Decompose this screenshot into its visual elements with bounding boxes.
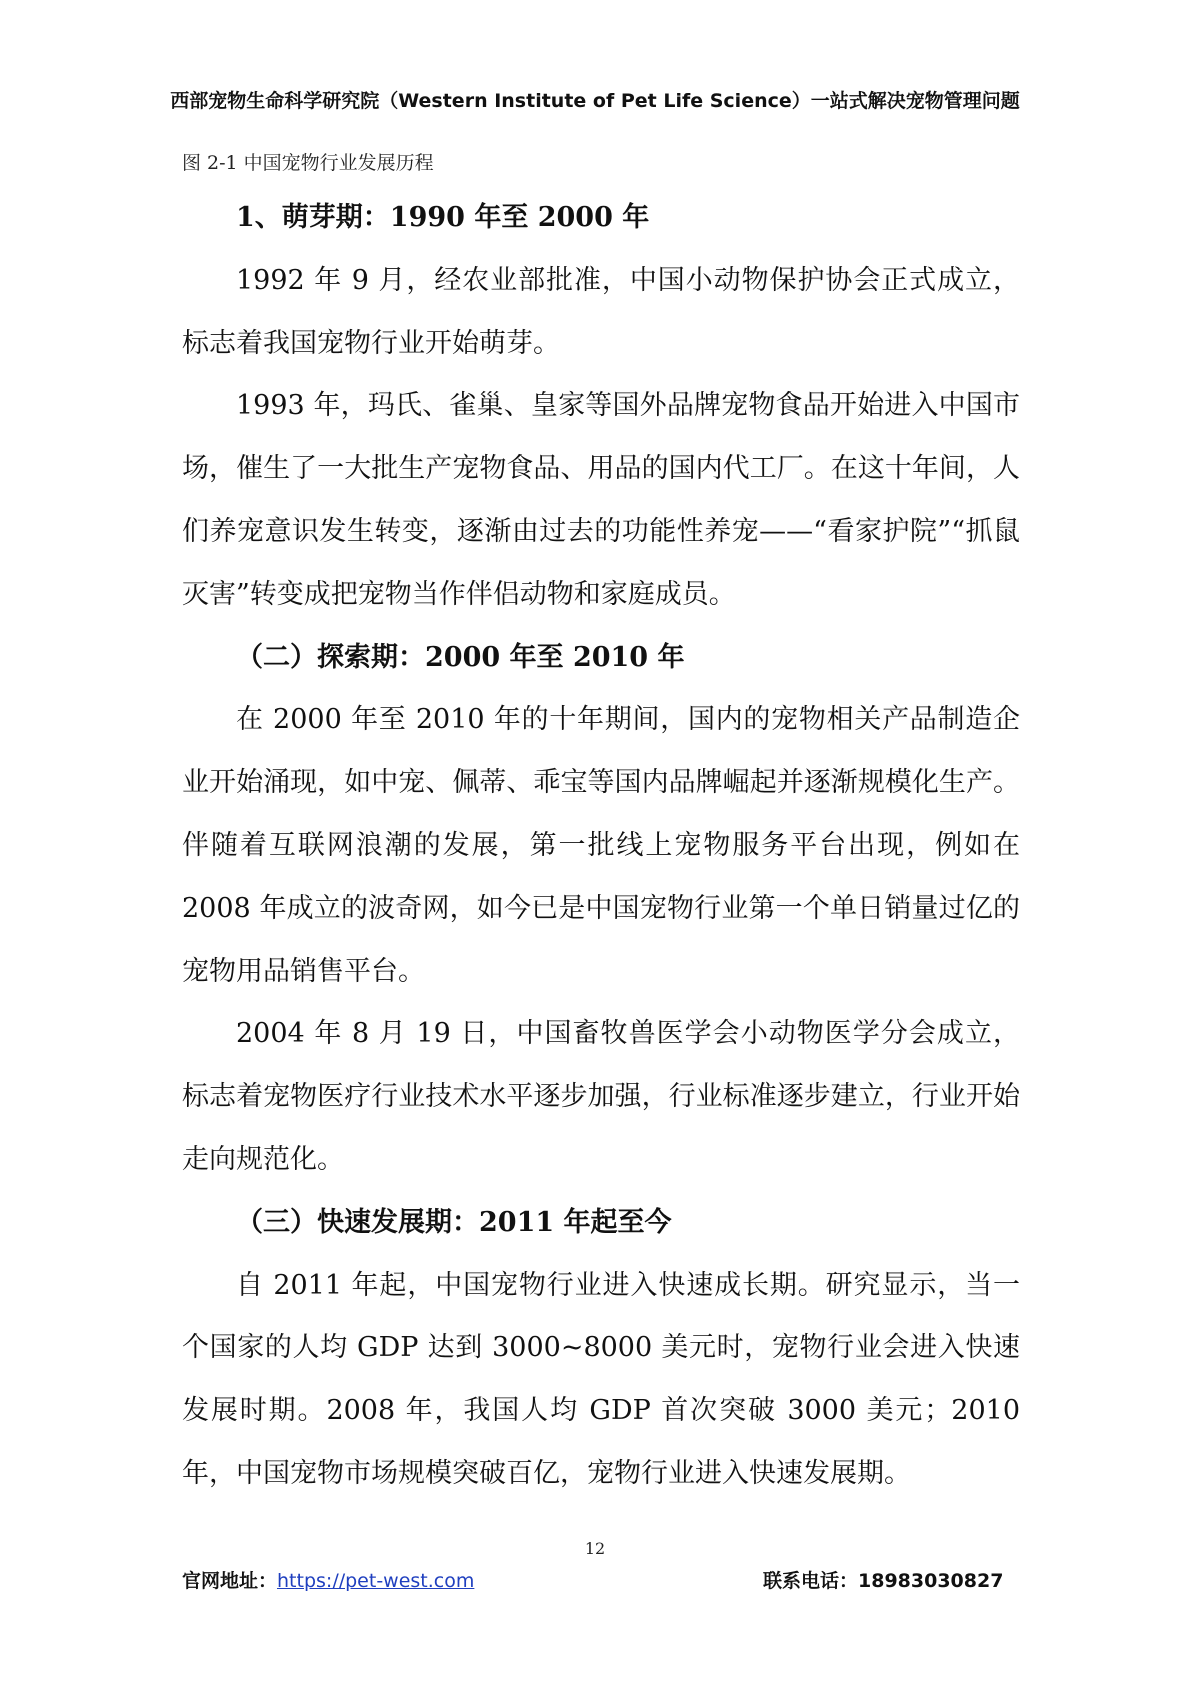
footer-phone (763, 1566, 1003, 1593)
section-heading-3: （三）快速发展期：2011 年起至今 (236, 1206, 672, 1238)
paragraph: 在 2000 年至 2010 年的十年期间，国内的宠物相关产品制造企业开始涌现，如中宠、佩蒂、乖宝等国内品牌崛起并逐渐规模化生产。伴随着互联网浪潮的发展，第一批线上宠物服务平台出现，例如在 2008 年成立的波奇网，如今已是中国宠物行业第一个单日销量过亿的宠物用品销售平台。 (182, 704, 1020, 987)
paragraph: 2004 年 8 月 19 日，中国畜牧兽医学会小动物医学分会成立，标志着宠物医疗行业技术水平逐步加强，行业标准逐步建立，行业开始走向规范化。 (182, 1018, 1020, 1175)
footer-website (182, 1566, 474, 1593)
document-body (182, 187, 1020, 1506)
figure-caption: 图 2-1 中国宠物行业发展历程 (182, 152, 434, 174)
section-heading-1: 1、萌芽期：1990 年至 2000 年 (236, 202, 650, 233)
section-heading-2: （二）探索期：2000 年至 2010 年 (236, 641, 685, 673)
paragraph: 1992 年 9 月，经农业部批准，中国小动物保护协会正式成立，标志着我国宠物行业开始萌芽。 (182, 264, 1020, 359)
phone-number: 18983030827 (858, 1570, 1004, 1592)
header-title: 西部宠物生命科学研究院（Western Institute of Pet Life Science）一站式解决宠物管理问题 (170, 90, 1020, 112)
page-number: 12 (584, 1539, 606, 1558)
paragraph: 自 2011 年起，中国宠物行业进入快速成长期。研究显示，当一个国家的人均 GDP 达到 3000~8000 美元时，宠物行业会进入快速发展时期。2008 年，我国人均 GDP 首次突破 3000 美元；2010 年，中国宠物市场规模突破百亿，宠物行业进入快速发展期。 (182, 1269, 1020, 1489)
website-label: 官网地址： (182, 1570, 278, 1592)
phone-label: 联系电话： (763, 1570, 859, 1592)
website-link[interactable]: https://pet-west.com (277, 1570, 475, 1592)
page-header (0, 86, 1190, 113)
paragraph: 1993 年，玛氏、雀巢、皇家等国外品牌宠物食品开始进入中国市场，催生了一大批生产宠物食品、用品的国内代工厂。在这十年间，人们养宠意识发生转变，逐渐由过去的功能性养宠——“看家护院”“抓鼠灭害”转变成把宠物当作伴侣动物和家庭成员。 (182, 390, 1020, 610)
